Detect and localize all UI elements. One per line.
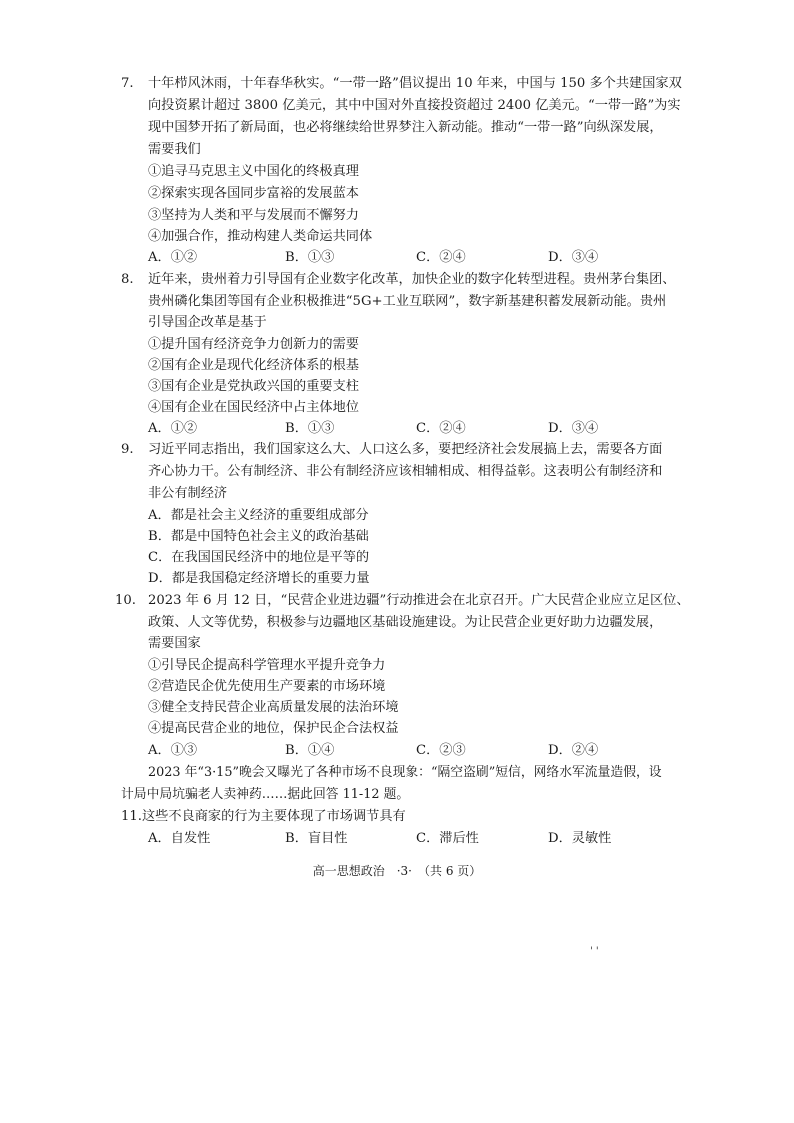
material-line-1: 2023 年“3·15”晚会又曝光了各种市场不良现象：“隔空盗刷”短信，网络水军流量造假，设 xyxy=(148,765,662,780)
q7-number: 7. xyxy=(121,76,134,91)
q7-stem-line-4: 需要我们 xyxy=(148,142,201,157)
q8-item-2: ②国有企业是现代化经济体系的根基 xyxy=(148,358,359,373)
q9-stem-line-1: 习近平同志指出，我们国家这么大、人口这么多，要把经济社会发展搞上去，需要各方面 xyxy=(148,442,663,457)
q11-option-c[interactable]: C．滞后性 xyxy=(416,831,479,846)
material-line-2: 计局中局坑骗老人卖神药……据此回答 11-12 题。 xyxy=(121,787,410,802)
q7-stem-line-3: 现中国梦开拓了新局面，也必将继续给世界梦注入新动能。推动“一带一路”向纵深发展， xyxy=(148,120,663,135)
q7-option-c[interactable]: C．②④ xyxy=(416,250,466,265)
q10-item-4: ④提高民营企业的地位，保护民企合法权益 xyxy=(148,721,399,736)
q10-item-3: ③健全支持民营企业高质量发展的法治环境 xyxy=(148,700,399,715)
q10-number: 10. xyxy=(115,593,136,608)
stray-marks: ' ' xyxy=(590,946,599,957)
q10-stem-line-2: 政策、人文等优势，积极参与边疆地区基础设施建设。为让民营企业更好助力边疆发展， xyxy=(148,615,663,630)
q8-option-b[interactable]: B．①③ xyxy=(285,421,335,436)
q9-stem-line-3: 非公有制经济 xyxy=(148,486,228,501)
q8-item-4: ④国有企业在国民经济中占主体地位 xyxy=(148,400,359,415)
q7-item-3: ③坚持为人类和平与发展而不懈努力 xyxy=(148,208,359,223)
q11-number: 11. xyxy=(121,809,142,824)
q7-option-d[interactable]: D．③④ xyxy=(548,250,599,265)
q11-option-a[interactable]: A．自发性 xyxy=(148,831,211,846)
q7-item-4: ④加强合作，推动构建人类命运共同体 xyxy=(148,229,373,244)
q11-stem: 这些不良商家的行为主要体现了市场调节具有 xyxy=(142,809,406,824)
q10-option-d[interactable]: D．②④ xyxy=(548,743,599,758)
q8-item-3: ③国有企业是党执政兴国的重要支柱 xyxy=(148,379,359,394)
q9-stem-line-2: 齐心协力干。公有制经济、非公有制经济应该相辅相成、相得益彰。这表明公有制经济和 xyxy=(148,464,663,479)
q7-option-b[interactable]: B．①③ xyxy=(285,250,335,265)
q7-option-a[interactable]: A．①② xyxy=(148,250,198,265)
q10-option-c[interactable]: C．②③ xyxy=(416,743,466,758)
q8-stem-line-2: 贵州磷化集团等国有企业积极推进“5G+工业互联网”，数字新基建积蓄发展新动能。贵州 xyxy=(148,294,667,309)
q7-stem-line-2: 向投资累计超过 3800 亿美元，其中中国对外直接投资超过 2400 亿美元。“一带一路”为实 xyxy=(148,98,681,113)
q11-option-b[interactable]: B．盲目性 xyxy=(285,831,348,846)
q10-option-a[interactable]: A．①③ xyxy=(148,743,198,758)
q8-option-c[interactable]: C．②④ xyxy=(416,421,466,436)
q10-option-b[interactable]: B．①④ xyxy=(285,743,335,758)
q10-item-2: ②营造民企优先使用生产要素的市场环境 xyxy=(148,679,386,694)
q11-option-d[interactable]: D．灵敏性 xyxy=(548,831,612,846)
q9-option-d[interactable]: D．都是我国稳定经济增长的重要力量 xyxy=(148,571,370,586)
q9-option-b[interactable]: B．都是中国特色社会主义的政治基础 xyxy=(148,529,369,544)
q8-stem-line-1: 近年来，贵州着力引导国有企业数字化改革，加快企业的数字化转型进程。贵州茅台集团、 xyxy=(148,272,676,287)
page-footer: 高一思想政治 ·3· （共 6 页） xyxy=(312,864,482,878)
q7-item-1: ①追寻马克思主义中国化的终极真理 xyxy=(148,164,359,179)
q9-option-c[interactable]: C．在我国国民经济中的地位是平等的 xyxy=(148,550,370,565)
q7-item-2: ②探索实现各国同步富裕的发展蓝本 xyxy=(148,186,359,201)
q8-number: 8. xyxy=(121,272,134,287)
q8-option-d[interactable]: D．③④ xyxy=(548,421,599,436)
q8-item-1: ①提升国有经济竞争力创新力的需要 xyxy=(148,337,359,352)
q9-number: 9. xyxy=(121,442,134,457)
q7-stem-line-1: 十年栉风沐雨，十年春华秋实。“一带一路”倡议提出 10 年来，中国与 150 多个共建国家双 xyxy=(148,76,682,91)
q9-option-a[interactable]: A．都是社会主义经济的重要组成部分 xyxy=(148,508,369,523)
q10-item-1: ①引导民企提高科学管理水平提升竞争力 xyxy=(148,658,386,673)
q10-stem-line-1: 2023 年 6 月 12 日，“民营企业进边疆”行动推进会在北京召开。广大民营企业应立足区位、 xyxy=(148,593,690,608)
q10-stem-line-3: 需要国家 xyxy=(148,636,201,651)
q8-stem-line-3: 引导国企改革是基于 xyxy=(148,315,267,330)
q8-option-a[interactable]: A．①② xyxy=(148,421,198,436)
